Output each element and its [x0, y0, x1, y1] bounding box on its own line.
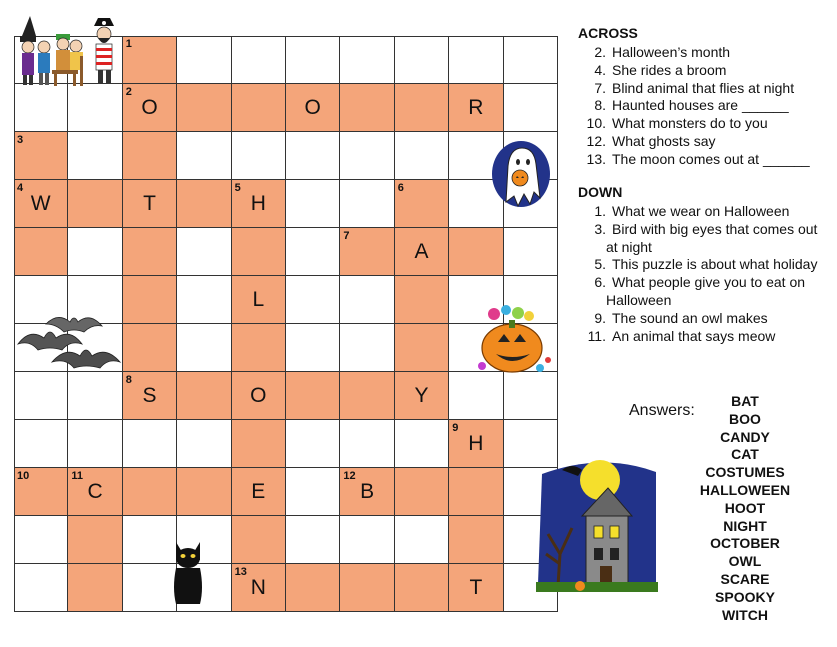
grid-cell	[232, 36, 286, 84]
answer-word: CANDY	[720, 428, 770, 445]
grid-cell	[340, 84, 394, 132]
grid-cell	[286, 516, 340, 564]
grid-cell	[340, 228, 394, 276]
grid-letter: T	[143, 192, 156, 215]
grid-cell	[14, 228, 68, 276]
grid-cell	[14, 564, 68, 612]
grid-cell	[286, 420, 340, 468]
clue-number: 12	[343, 470, 356, 482]
grid-cell	[395, 84, 449, 132]
grid-cell	[68, 228, 122, 276]
clue-text: Halloween’s month	[612, 44, 731, 60]
grid-cell	[449, 420, 503, 468]
answer-word: BAT	[731, 393, 759, 409]
down-clues	[578, 184, 817, 345]
grid-cell	[177, 324, 231, 372]
grid-cell	[395, 36, 449, 84]
clue-number-label: 12.	[586, 132, 606, 149]
clue-number: 3	[17, 134, 24, 146]
clue-number: 1	[125, 38, 132, 50]
across-heading: ACROSS	[578, 25, 638, 41]
grid-cell	[232, 84, 286, 132]
answer-word: OWL	[728, 553, 762, 570]
grid-cell	[123, 372, 177, 420]
grid-cell	[340, 468, 394, 516]
grid-cell	[395, 564, 449, 612]
grid-cell	[68, 132, 122, 180]
grid-cell	[123, 36, 177, 84]
grid-cell	[177, 372, 231, 420]
grid-cell	[449, 228, 503, 276]
grid-cell	[504, 36, 558, 84]
grid-cell	[340, 36, 394, 84]
grid-letter: E	[251, 480, 266, 503]
across-clue	[578, 44, 810, 62]
grid-cell	[286, 84, 340, 132]
down-clue	[578, 203, 817, 221]
down-clue	[578, 310, 817, 328]
grid-letter: H	[250, 192, 266, 215]
grid-cell	[177, 180, 231, 228]
grid-cell	[395, 468, 449, 516]
black-cat-clipart	[168, 538, 208, 608]
grid-cell	[449, 564, 503, 612]
clue-number-label: 3.	[594, 220, 606, 237]
clue-number-label: 8.	[594, 97, 606, 114]
clue-text: What people give you to eat on	[612, 274, 806, 291]
grid-cell	[177, 132, 231, 180]
clue-text: An animal that says meow	[612, 327, 776, 344]
grid-letter: S	[142, 384, 157, 407]
grid-letter: H	[468, 432, 484, 455]
grid-cell	[232, 180, 286, 228]
grid-cell	[14, 84, 68, 132]
grid-cell	[123, 180, 177, 228]
answer-word: SCARE	[720, 570, 770, 587]
answer-word: WITCH	[722, 606, 768, 623]
down-heading: DOWN	[578, 184, 623, 200]
down-clue	[578, 221, 817, 239]
grid-cell	[14, 468, 68, 516]
grid-cell	[395, 372, 449, 420]
grid-cell	[68, 420, 122, 468]
grid-cell	[340, 180, 394, 228]
clue-number-label: 5.	[594, 256, 606, 273]
clue-number: 8	[125, 374, 132, 386]
grid-cell	[232, 420, 286, 468]
grid-cell	[340, 372, 394, 420]
grid-cell	[14, 180, 68, 228]
grid-cell	[123, 468, 177, 516]
grid-cell	[232, 564, 286, 612]
grid-cell	[395, 180, 449, 228]
grid-cell	[340, 324, 394, 372]
grid-cell	[286, 324, 340, 372]
grid-letter: Y	[414, 384, 429, 407]
grid-cell	[68, 564, 122, 612]
clue-number: 7	[343, 230, 350, 242]
clue-number-label: 11.	[587, 327, 606, 344]
grid-cell	[395, 324, 449, 372]
grid-cell	[286, 372, 340, 420]
down-clue	[578, 274, 817, 292]
answer-word: BOO	[729, 410, 761, 427]
across-clue	[578, 97, 810, 115]
grid-cell	[340, 276, 394, 324]
answers-list	[690, 393, 800, 624]
clue-number-label: 1.	[594, 203, 606, 219]
across-clue	[578, 133, 810, 151]
grid-cell	[232, 276, 286, 324]
grid-cell	[449, 84, 503, 132]
grid-letter: R	[468, 96, 484, 119]
grid-cell	[340, 516, 394, 564]
ghost-clipart	[490, 138, 552, 216]
clue-text: This puzzle is about what holiday	[612, 256, 818, 273]
clue-number: 6	[397, 182, 404, 194]
bats-clipart	[16, 310, 122, 380]
clue-number-label: 10.	[586, 115, 606, 132]
grid-cell	[286, 180, 340, 228]
grid-cell	[395, 516, 449, 564]
clue-continuation: at night	[606, 238, 652, 255]
grid-letter: W	[30, 192, 51, 215]
clue-text: The moon comes out at ______	[612, 150, 810, 167]
answer-word: HOOT	[724, 499, 766, 516]
clue-text: What monsters do to you	[612, 115, 768, 132]
grid-cell	[340, 564, 394, 612]
clue-number-label: 7.	[594, 79, 606, 96]
grid-cell	[395, 228, 449, 276]
grid-letter: O	[250, 384, 267, 407]
grid-cell	[449, 36, 503, 84]
clue-text: The sound an owl makes	[612, 309, 768, 326]
grid-cell	[504, 84, 558, 132]
clue-text: What we wear on Halloween	[612, 203, 790, 219]
grid-cell	[340, 132, 394, 180]
grid-cell	[449, 468, 503, 516]
grid-letter: N	[250, 576, 266, 599]
clue-number-label: 6.	[594, 274, 606, 291]
clue-number: 2	[125, 86, 132, 98]
grid-cell	[177, 36, 231, 84]
down-clue	[578, 328, 817, 346]
clue-number-label: 9.	[594, 309, 606, 326]
grid-cell	[395, 420, 449, 468]
grid-cell	[123, 420, 177, 468]
clue-number-label: 4.	[594, 61, 606, 78]
grid-cell	[68, 468, 122, 516]
jack-o-lantern-clipart	[474, 304, 554, 380]
grid-cell	[123, 228, 177, 276]
clue-number: 11	[71, 470, 84, 482]
grid-cell	[123, 324, 177, 372]
grid-cell	[286, 132, 340, 180]
grid-cell	[123, 132, 177, 180]
grid-cell	[177, 276, 231, 324]
across-clues	[578, 25, 810, 169]
across-clue	[578, 62, 810, 80]
clue-number: 4	[17, 182, 24, 194]
clue-continuation: Halloween	[606, 291, 672, 308]
clue-text: Haunted houses are ______	[612, 97, 789, 114]
grid-cell	[286, 564, 340, 612]
grid-cell	[286, 276, 340, 324]
grid-cell	[232, 372, 286, 420]
grid-cell	[232, 516, 286, 564]
grid-cell	[232, 132, 286, 180]
grid-cell	[449, 516, 503, 564]
answer-word: SPOOKY	[715, 588, 775, 605]
grid-cell	[395, 132, 449, 180]
grid-cell	[286, 36, 340, 84]
clue-number: 5	[234, 182, 241, 194]
answer-word: OCTOBER	[710, 535, 780, 552]
grid-cell	[123, 84, 177, 132]
grid-cell	[68, 516, 122, 564]
clue-text: Blind animal that flies at night	[612, 79, 795, 96]
clue-text: What ghosts say	[612, 132, 716, 149]
across-clue	[578, 151, 810, 169]
clue-number-label: 2.	[594, 44, 606, 60]
grid-cell	[286, 468, 340, 516]
grid-cell	[68, 84, 122, 132]
grid-cell	[177, 420, 231, 468]
grid-cell	[340, 420, 394, 468]
grid-letter: T	[469, 576, 483, 599]
grid-cell	[177, 84, 231, 132]
grid-letter: O	[304, 96, 321, 119]
grid-cell	[232, 324, 286, 372]
grid-cell	[286, 228, 340, 276]
clue-number-label: 13.	[586, 150, 606, 167]
across-clue	[578, 115, 810, 133]
grid-cell	[14, 516, 68, 564]
clue-number: 10	[17, 470, 30, 482]
grid-letter: L	[252, 288, 265, 311]
grid-letter: C	[87, 480, 103, 503]
grid-cell	[232, 228, 286, 276]
grid-cell	[177, 468, 231, 516]
grid-letter: B	[360, 480, 375, 503]
clue-text: She rides a broom	[612, 61, 727, 78]
answer-word: HALLOWEEN	[699, 481, 791, 498]
grid-cell	[395, 276, 449, 324]
clue-number: 13	[234, 566, 247, 578]
across-clue	[578, 80, 810, 98]
grid-cell	[123, 276, 177, 324]
trick-or-treat-kids-clipart	[14, 14, 120, 90]
clue-text: Bird with big eyes that comes out	[612, 220, 818, 237]
grid-cell	[177, 228, 231, 276]
answer-word: NIGHT	[723, 517, 767, 534]
answer-word: COSTUMES	[705, 464, 785, 481]
grid-letter: A	[414, 240, 429, 263]
answer-word: CAT	[731, 446, 759, 463]
down-clue	[578, 256, 817, 274]
grid-cell	[14, 420, 68, 468]
clue-number: 9	[452, 422, 459, 434]
haunted-house-clipart	[532, 454, 662, 598]
grid-cell	[14, 132, 68, 180]
grid-letter: O	[141, 96, 158, 119]
grid-cell	[68, 180, 122, 228]
grid-cell	[504, 228, 558, 276]
answers-label: Answers:	[629, 402, 695, 419]
grid-cell	[232, 468, 286, 516]
